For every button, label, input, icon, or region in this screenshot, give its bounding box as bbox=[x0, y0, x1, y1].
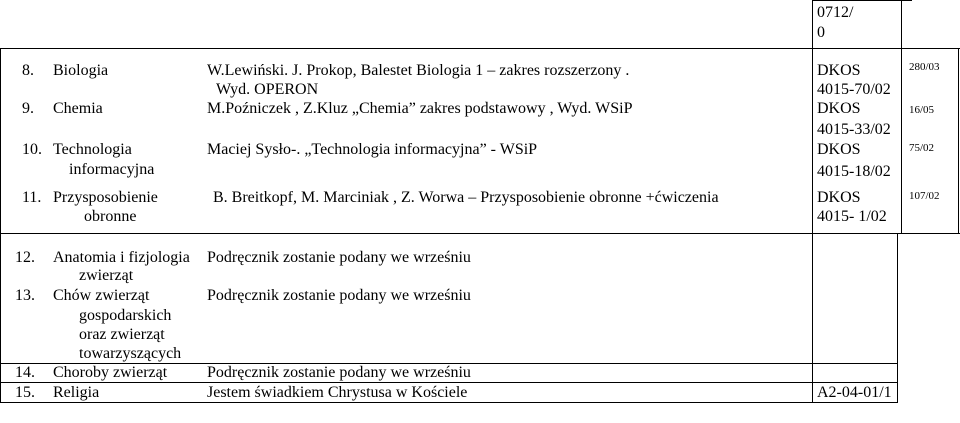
approval-code: DKOS bbox=[817, 141, 861, 158]
textbook-title: Maciej Sysło-. „Technologia informacyjna” - WSiP bbox=[207, 141, 538, 158]
table-border-left bbox=[0, 233, 1, 403]
approval-code: DKOS bbox=[817, 62, 861, 79]
row-number: 8. bbox=[22, 62, 34, 79]
approval-code: A2-04-01/1 bbox=[817, 384, 892, 401]
subject-name: Chów zwierząt bbox=[53, 287, 150, 304]
subject-name: Chemia bbox=[53, 100, 103, 117]
textbook-title: Podręcznik zostanie podany we wrześniu bbox=[207, 364, 471, 381]
subject-name: Religia bbox=[53, 384, 100, 401]
table-column-rule bbox=[897, 233, 898, 403]
header-code-line: 0 bbox=[817, 24, 825, 41]
row-number: 9. bbox=[22, 100, 34, 117]
side-code: 16/05 bbox=[909, 104, 935, 116]
side-code: 107/02 bbox=[909, 190, 940, 202]
table-column-rule bbox=[901, 0, 902, 234]
table-border-left bbox=[0, 48, 1, 234]
row-number: 10. bbox=[22, 141, 42, 158]
table-rule bbox=[0, 48, 960, 49]
row-number: 15. bbox=[15, 384, 35, 401]
subject-name: Choroby zwierząt bbox=[53, 364, 168, 381]
table-border-top bbox=[812, 0, 912, 1]
textbook-title: W.Lewiński. J. Prokop, Balestet Biologia 1 – zakres rozszerzony . bbox=[207, 62, 630, 79]
textbook-title: M.Poźniczek , Z.Kluz „Chemia” zakres podstawowy , Wyd. WSiP bbox=[207, 100, 633, 117]
approval-code: 4015-33/02 bbox=[817, 121, 891, 138]
publisher-name: Wyd. OPERON bbox=[216, 81, 319, 98]
row-number: 11. bbox=[22, 189, 42, 206]
table-column-rule bbox=[812, 0, 813, 234]
approval-code: 4015-70/02 bbox=[817, 81, 891, 98]
subject-name: Anatomia i fizjologia bbox=[53, 249, 190, 266]
textbook-title: Podręcznik zostanie podany we wrześniu bbox=[207, 287, 471, 304]
approval-code: 4015- 1/02 bbox=[817, 208, 887, 225]
row-number: 13. bbox=[15, 287, 35, 304]
approval-code: DKOS bbox=[817, 189, 861, 206]
subject-name: Technologia bbox=[53, 141, 132, 158]
textbook-title: Podręcznik zostanie podany we wrześniu bbox=[207, 249, 471, 266]
textbook-title: Jestem świadkiem Chrystusa w Kościele bbox=[207, 384, 468, 401]
row-number: 12. bbox=[15, 249, 35, 266]
subject-name: towarzyszących bbox=[79, 345, 182, 362]
subject-name: gospodarskich bbox=[79, 307, 172, 324]
side-code: 75/02 bbox=[909, 142, 935, 154]
row-number: 14. bbox=[15, 364, 35, 381]
subject-name: Biologia bbox=[53, 62, 109, 79]
approval-code: DKOS bbox=[817, 100, 861, 117]
subject-name: zwierząt bbox=[79, 267, 134, 284]
header-code-line: 0712/ bbox=[817, 4, 854, 21]
subject-name: obronne bbox=[84, 208, 137, 225]
subject-name: Przysposobienie bbox=[53, 189, 158, 206]
subject-name: oraz zwierząt bbox=[79, 326, 165, 343]
table-column-rule bbox=[958, 48, 959, 234]
table-column-rule bbox=[812, 233, 813, 403]
textbook-title: B. Breitkopf, M. Marciniak , Z. Worwa – Przysposobienie obronne +ćwiczenia bbox=[213, 189, 719, 206]
table-rule bbox=[0, 233, 960, 234]
side-code: 280/03 bbox=[909, 61, 940, 73]
subject-name: informacyjna bbox=[69, 161, 155, 178]
approval-code: 4015-18/02 bbox=[817, 163, 891, 180]
